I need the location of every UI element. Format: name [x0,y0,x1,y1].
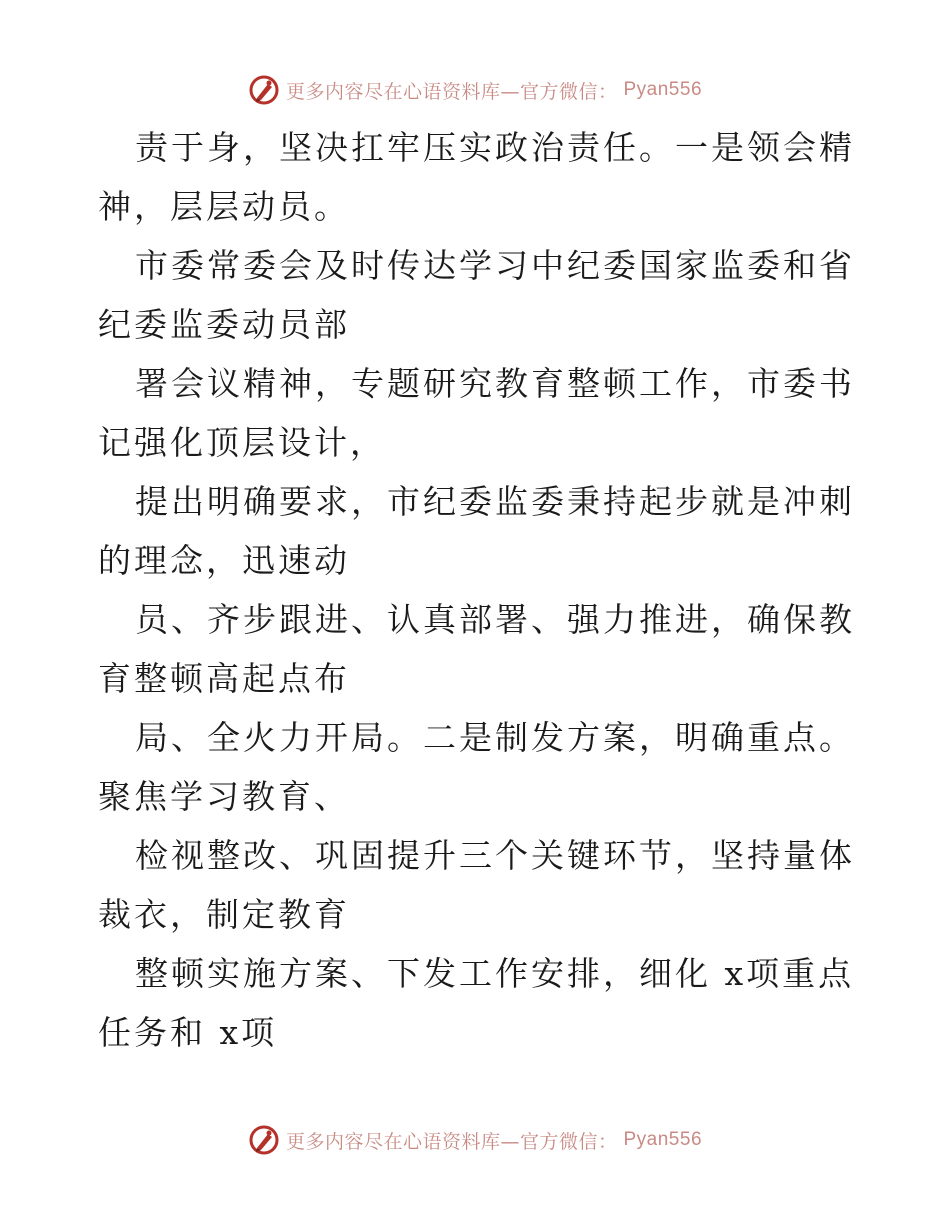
paragraph-line: 焦学习教育、 [134,777,350,816]
paragraph-line: 强化顶层设计， [134,423,386,462]
paragraph [98,944,858,1062]
paragraph-line: 局、全火力开局。二是制发方案，明确重点。聚 [98,718,855,816]
header-watermark [0,72,950,108]
paragraph-line: 整顿高起点布 [134,659,350,698]
watermark-id: Pyan556 [623,1129,703,1150]
paragraph [98,236,858,354]
paragraph-line: 提出明确要求，市纪委监委秉持起步就是冲刺的 [98,482,855,580]
paragraph-line: 神，层层动员。 [98,187,350,226]
paragraph [98,708,858,826]
footer-watermark [0,1122,950,1158]
watermark-text: 更多内容尽在心语资料库—官方微信： [285,1130,618,1153]
paragraph-line: 衣，制定教育 [134,895,350,934]
paragraph-line: 理念，迅速动 [134,541,350,580]
paragraph-line: 检视整改、巩固提升三个关键环节，坚持量体裁 [98,836,855,934]
paragraph-line: 员、齐步跟进、认真部署、强力推进，确保教育 [98,600,855,698]
paragraph-line: 委监委动员部 [134,305,350,344]
paragraph-line: 整顿实施方案、下发工作安排，细化 x项重点 [135,954,855,993]
paragraph-line: 市委常委会及时传达学习中纪委国家监委和省纪 [98,246,855,344]
paragraph-line: 任务和 x项 [98,1013,278,1052]
paragraph [98,118,858,236]
paragraph-line: 责于身，坚决扛牢压实政治责任。一是领会精 [135,128,855,167]
document-body [98,118,858,1062]
paragraph [98,472,858,590]
paragraph [98,826,858,944]
paragraph [98,590,858,708]
pen-logo-icon [248,74,280,106]
paragraph [98,354,858,472]
paragraph-line: 署会议精神，专题研究教育整顿工作，市委书记 [98,364,855,462]
watermark-text: 更多内容尽在心语资料库—官方微信： [285,80,618,103]
watermark-id: Pyan556 [623,79,703,100]
pen-logo-icon [248,1124,280,1156]
